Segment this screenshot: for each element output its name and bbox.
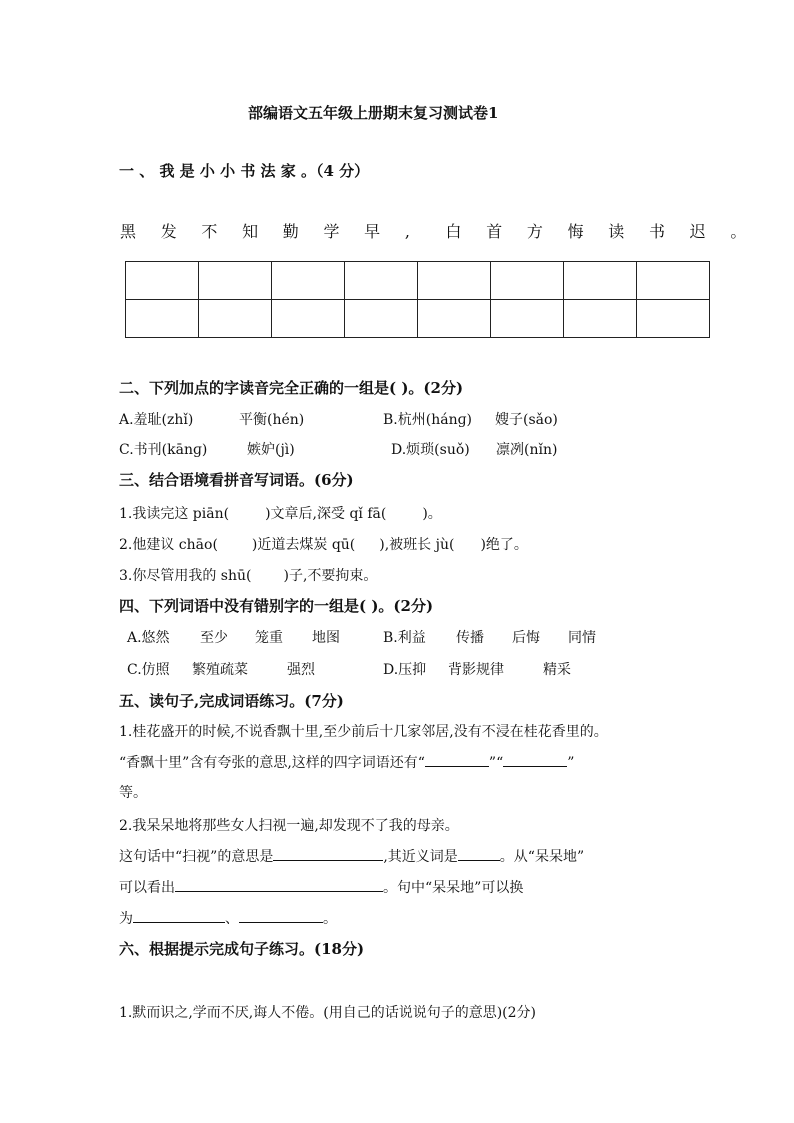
question-3-3: 3.你尽管用我的 shū( )子,不要拘束。 bbox=[119, 568, 378, 584]
answer-blank[interactable] bbox=[273, 846, 383, 861]
answer-blank[interactable] bbox=[239, 908, 323, 923]
option-b-word-1: B.杭州(hánɡ) bbox=[383, 412, 473, 428]
option-b-word-2: 嫂子(sǎo) bbox=[495, 412, 558, 428]
answer-blank[interactable] bbox=[175, 877, 383, 892]
question-5-2-line-3: 为 、 。 bbox=[119, 908, 337, 928]
poem-char: , bbox=[404, 222, 410, 241]
grid-cell[interactable] bbox=[199, 300, 272, 338]
grid-cell[interactable] bbox=[491, 262, 564, 300]
grid-cell[interactable] bbox=[564, 300, 637, 338]
answer-blank[interactable] bbox=[133, 908, 225, 923]
poem-char: 读 bbox=[608, 222, 625, 241]
answer-blank[interactable] bbox=[425, 752, 489, 767]
poem-char: 早 bbox=[364, 222, 381, 241]
option-a-word-2: 平衡(hén) bbox=[239, 412, 305, 428]
section-3-heading: 三、结合语境看拼音写词语。(6分) bbox=[119, 471, 354, 489]
question-6-1: 1.默而识之,学而不厌,诲人不倦。(用自己的话说说句子的意思)(2分) bbox=[119, 1005, 537, 1021]
option-c-2: 繁殖疏菜 bbox=[192, 662, 248, 678]
poem-char: 悔 bbox=[567, 222, 584, 241]
section-2-heading: 二、下列加点的字读音完全正确的一组是( )。(2分) bbox=[119, 379, 464, 397]
question-5-1-prompt: “香飘十里”含有夸张的意思,这样的四字词语还有“ ”“ ” bbox=[119, 752, 574, 772]
poem-char: 白 bbox=[445, 222, 462, 241]
grid-cell[interactable] bbox=[418, 300, 491, 338]
grid-cell[interactable] bbox=[345, 262, 418, 300]
poem-char: 勤 bbox=[282, 222, 299, 241]
section-5-heading: 五、读句子,完成词语练习。(7分) bbox=[119, 692, 344, 710]
page-title: 部编语文五年级上册期末复习测试卷1 bbox=[248, 104, 499, 122]
option-d-3: 精采 bbox=[543, 662, 571, 678]
option-b-4: 同情 bbox=[568, 630, 596, 646]
grid-cell[interactable] bbox=[418, 262, 491, 300]
grid-cell[interactable] bbox=[126, 300, 199, 338]
poem-char: 书 bbox=[648, 222, 665, 241]
question-5-1: 1.桂花盛开的时候,不说香飘十里,至少前后十几家邻居,没有不浸在桂花香里的。 bbox=[119, 724, 608, 740]
grid-cell[interactable] bbox=[491, 300, 564, 338]
option-c-word-2: 嫉妒(jì) bbox=[247, 442, 295, 458]
option-a-4: 地图 bbox=[312, 630, 340, 646]
option-d-1: D.压抑 bbox=[383, 662, 427, 678]
poem-char: 知 bbox=[242, 222, 259, 241]
grid-cell[interactable] bbox=[126, 262, 199, 300]
question-5-2-prompt: 这句话中“扫视”的意思是 ,其近义词是 。从“呆呆地” bbox=[119, 846, 584, 866]
grid-cell[interactable] bbox=[345, 300, 418, 338]
grid-cell[interactable] bbox=[564, 262, 637, 300]
poem-char: 首 bbox=[486, 222, 503, 241]
grid-cell[interactable] bbox=[272, 262, 345, 300]
option-a-word-1: A.羞耻(zhǐ) bbox=[119, 412, 194, 428]
poem-char: 。 bbox=[730, 222, 747, 241]
poem-line bbox=[120, 219, 771, 242]
option-b-3: 后悔 bbox=[512, 630, 540, 646]
option-d-word-1: D.烦琐(suǒ) bbox=[391, 442, 470, 458]
option-d-word-2: 凛冽(nǐn) bbox=[496, 442, 558, 458]
grid-cell[interactable] bbox=[199, 262, 272, 300]
poem-char: 学 bbox=[323, 222, 340, 241]
answer-blank[interactable] bbox=[458, 846, 500, 861]
question-3-1: 1.我读完这 piān( )文章后,深受 qǐ fā( )。 bbox=[119, 506, 442, 522]
section-4-heading: 四、下列词语中没有错别字的一组是( )。(2分) bbox=[119, 597, 434, 615]
option-a-3: 笼重 bbox=[255, 630, 283, 646]
option-a-1: A.悠然 bbox=[127, 630, 170, 646]
poem-char: 迟 bbox=[689, 222, 706, 241]
option-c-word-1: C.书刊(kānɡ) bbox=[119, 442, 208, 458]
option-c-3: 强烈 bbox=[287, 662, 315, 678]
option-a-2: 至少 bbox=[200, 630, 228, 646]
option-b-1: B.利益 bbox=[383, 630, 426, 646]
grid-cell[interactable] bbox=[637, 300, 710, 338]
question-5-1-end: 等。 bbox=[119, 785, 147, 801]
section-6-heading: 六、根据提示完成句子练习。(18分) bbox=[119, 940, 365, 958]
option-c-1: C.仿照 bbox=[127, 662, 170, 678]
grid-cell[interactable] bbox=[272, 300, 345, 338]
question-3-2: 2.他建议 chāo( )近道去煤炭 qū( ),被班长 jù( )绝了。 bbox=[119, 537, 528, 553]
question-5-2: 2.我呆呆地将那些女人扫视一遍,却发现不了我的母亲。 bbox=[119, 818, 459, 834]
question-5-2-line-2: 可以看出 。句中“呆呆地”可以换 bbox=[119, 877, 523, 897]
calligraphy-grid bbox=[125, 261, 710, 338]
grid-cell[interactable] bbox=[637, 262, 710, 300]
poem-char: 发 bbox=[160, 222, 177, 241]
section-1-heading: 一 、 我 是 小 小 书 法 家 。（4 分） bbox=[119, 162, 370, 180]
answer-blank[interactable] bbox=[503, 752, 567, 767]
option-d-2: 背影规律 bbox=[448, 662, 504, 678]
poem-char: 黑 bbox=[120, 222, 137, 241]
poem-char: 不 bbox=[201, 222, 218, 241]
option-b-2: 传播 bbox=[456, 630, 484, 646]
poem-char: 方 bbox=[526, 222, 543, 241]
